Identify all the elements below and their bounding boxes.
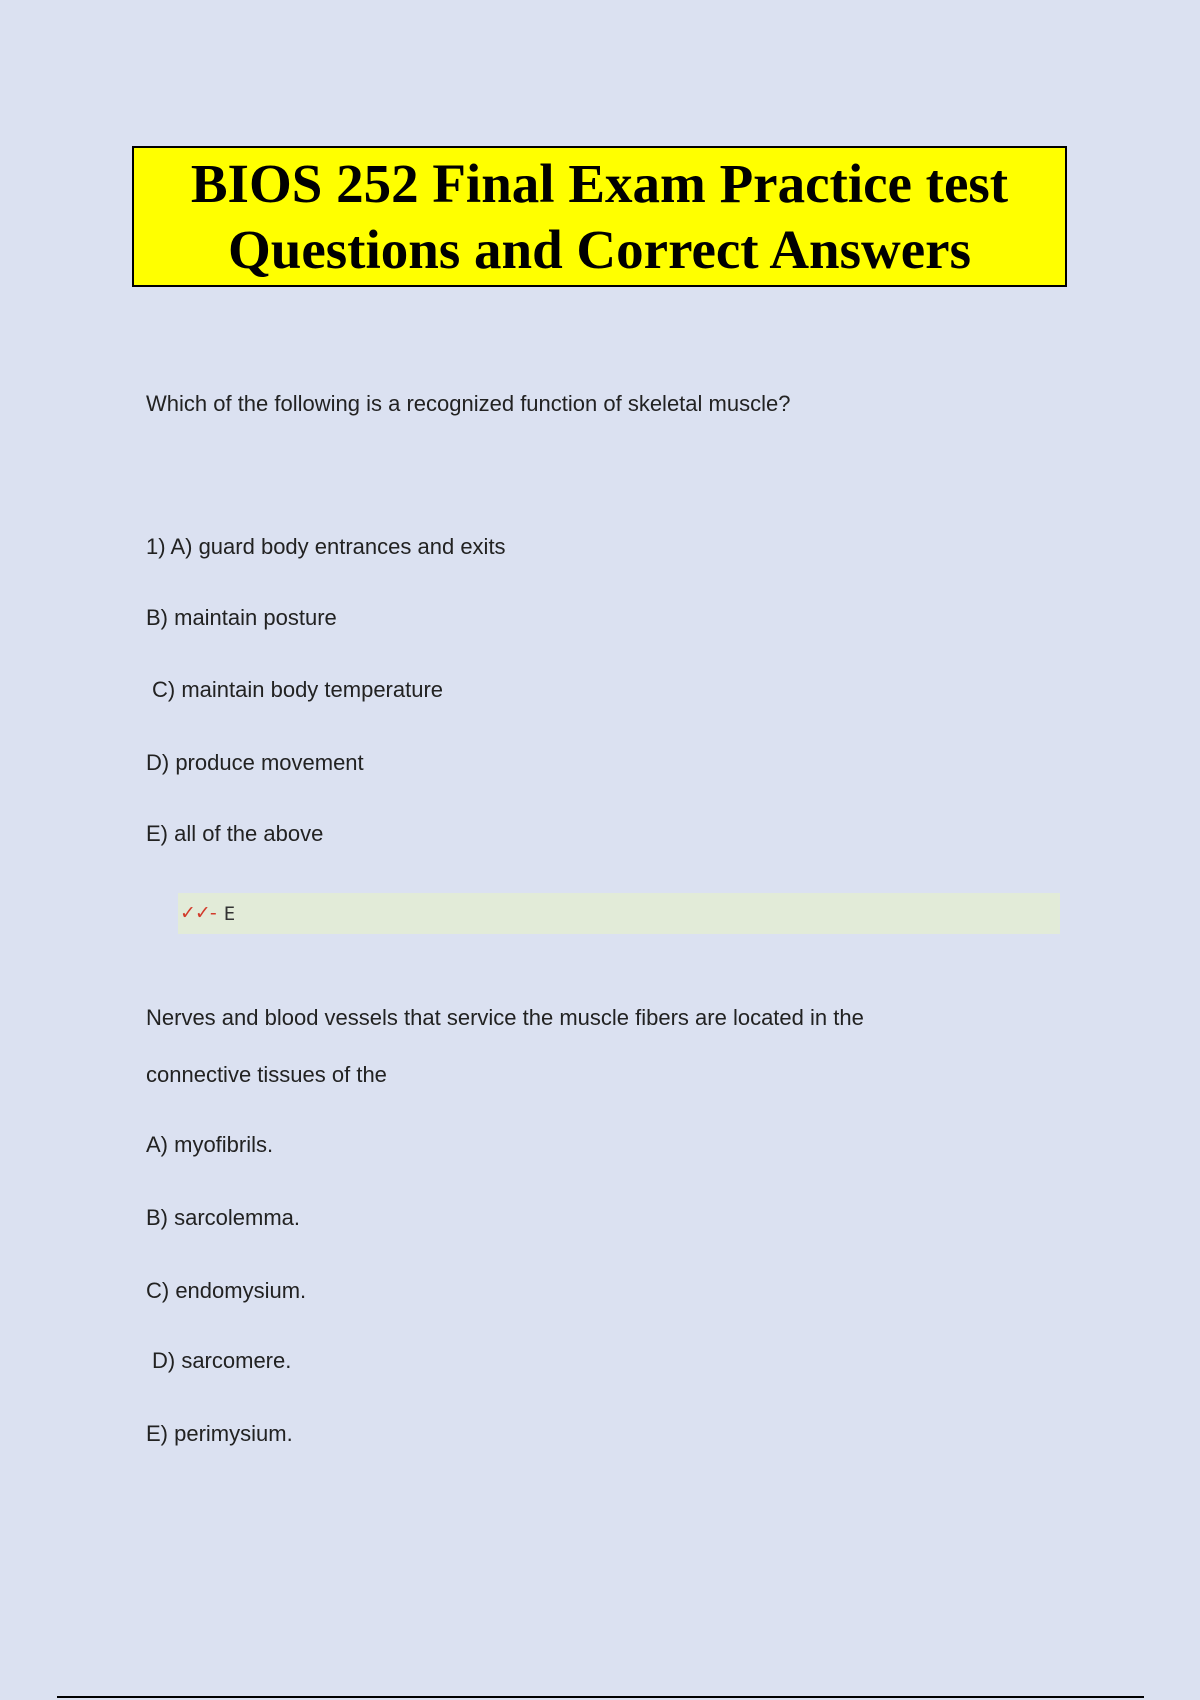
question-2-option-b: B) sarcolemma. <box>146 1205 301 1230</box>
question-1-option-c: C) maintain body temperature <box>152 677 444 702</box>
question-1-option-e: E) all of the above <box>146 821 324 846</box>
question-1-answer-box <box>178 893 1060 934</box>
document-title-box <box>132 146 1067 287</box>
question-1-option-d: D) produce movement <box>146 750 364 775</box>
double-check-icon: ✓✓- <box>180 902 216 924</box>
question-2-option-c: C) endomysium. <box>146 1278 307 1303</box>
document-title-line-1: BIOS 252 Final Exam Practice test <box>190 152 1009 214</box>
question-2-prompt-line-1: Nerves and blood vessels that service the muscle fibers are located in the <box>146 1005 864 1030</box>
question-1-prompt: Which of the following is a recognized function of skeletal muscle? <box>146 391 791 416</box>
question-1-answer: E <box>223 902 236 925</box>
question-2-prompt-line-2: connective tissues of the <box>146 1062 387 1087</box>
question-2-option-a: A) myofibrils. <box>146 1132 274 1157</box>
question-2-option-e: E) perimysium. <box>146 1421 293 1446</box>
question-1-option-a: 1) A) guard body entrances and exits <box>146 534 506 559</box>
question-2-option-d: D) sarcomere. <box>152 1348 292 1373</box>
footer-divider <box>57 1696 1144 1698</box>
question-1-option-b: B) maintain posture <box>146 605 337 630</box>
document-title-line-2: Questions and Correct Answers <box>227 218 971 280</box>
